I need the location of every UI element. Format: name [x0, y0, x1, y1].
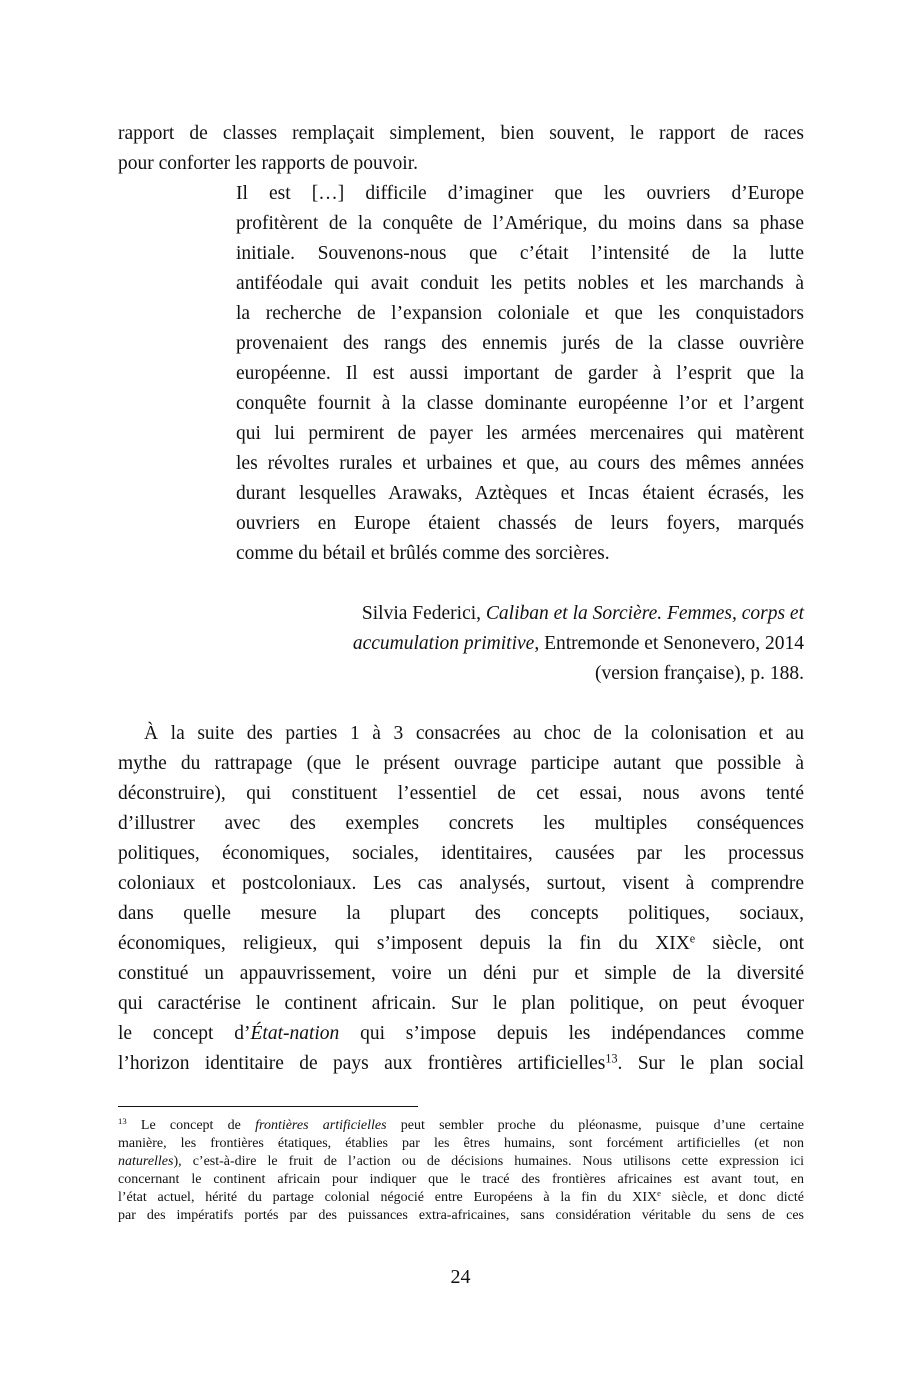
footnote-line	[118, 1153, 804, 1171]
footnote-separator	[118, 1106, 418, 1107]
text-line: politiques, économiques, sociales, identitaires, causées par les processus	[118, 843, 804, 864]
quote-line: ouvriers en Europe étaient chassés de leurs foyers, marqués	[236, 513, 804, 534]
text-line: déconstruire), qui constituent l’essentiel de cet essai, nous avons tenté	[118, 783, 804, 804]
quote-line: Il est […] difficile d’imaginer que les ouvriers d’Europe	[236, 183, 804, 204]
quote-line: initiale. Souvenons-nous que c’était l’intensité de la lutte	[236, 243, 804, 264]
text-line: d’illustrer avec des exemples concrets les multiples conséquences	[118, 813, 804, 834]
page-number: 24	[450, 1266, 471, 1288]
text-segment: . Sur le plan social	[617, 1053, 805, 1074]
footnote	[118, 1117, 804, 1225]
footnote-line: manière, les frontières étatiques, établies par les êtres humains, sont forcément artificielles (et non	[118, 1136, 804, 1151]
body-paragraph	[118, 719, 804, 1079]
footnote-line: par des impératifs portés par des puissances extra-africaines, sans considération véritable du sens de ces	[118, 1208, 804, 1223]
text-line: À la suite des parties 1 à 3 consacrées au choc de la colonisation et au	[144, 723, 804, 744]
text-line: pour conforter les rapports de pouvoir.	[118, 153, 419, 174]
citation-author: Silvia Federici,	[361, 603, 486, 624]
text-segment: siècle, et donc dicté	[661, 1190, 804, 1205]
footnote-line	[118, 1117, 804, 1135]
citation-line	[236, 629, 804, 659]
quote-line: qui lui permirent de payer les armées mercenaires qui matèrent	[236, 423, 804, 444]
text-line: qui caractérise le continent africain. Sur le plan politique, on peut évoquer	[118, 993, 804, 1014]
text-segment: le concept d’	[118, 1023, 251, 1044]
text-line	[118, 929, 804, 959]
citation-line	[236, 599, 804, 629]
citation-title: accumulation primitive	[352, 633, 535, 654]
footnote-number: 13	[118, 1116, 127, 1127]
intro-paragraph	[118, 119, 804, 179]
footnote-line: concernant le continent africain pour indiquer que le tracé des frontières africaines est avant tout, en	[118, 1172, 804, 1187]
text-segment: siècle, ont	[695, 933, 804, 954]
emphasis: État-nation	[250, 1023, 340, 1044]
quote-line: européenne. Il est aussi important de garder à l’esprit que la	[236, 363, 804, 384]
quote-line: comme du bétail et brûlés comme des sorcières.	[236, 543, 610, 564]
quote-line: la recherche de l’expansion coloniale et que les conquistadors	[236, 303, 804, 324]
text-line: coloniaux et postcoloniaux. Les cas analysés, surtout, visent à comprendre	[118, 873, 804, 894]
quote-line: les révoltes rurales et urbaines et que, au cours des mêmes années	[236, 453, 804, 474]
block-quote	[236, 179, 804, 569]
text-segment: ), c’est-à-dire le fruit de l’action ou de décisions humaines. Nous utilisons cette expression ici	[173, 1154, 804, 1169]
emphasis: naturelles	[118, 1154, 174, 1169]
quote-line: conquête fournit à la classe dominante européenne l’or et l’argent	[236, 393, 804, 414]
quote-line: antiféodale qui avait conduit les petits nobles et les marchands à	[236, 273, 804, 294]
emphasis: frontières artificielles	[255, 1118, 387, 1133]
footnote-reference[interactable]: 13	[605, 1051, 618, 1066]
quote-line: provenaient des rangs des ennemis jurés de la classe ouvrière	[236, 333, 804, 354]
text-segment: économiques, religieux, qui s’imposent depuis la fin du XIX	[118, 933, 690, 954]
citation-title: Caliban et la Sorcière. Femmes, corps et	[485, 603, 804, 624]
quote-line: durant lesquelles Arawaks, Aztèques et Incas étaient écrasés, les	[236, 483, 804, 504]
text-line	[118, 1049, 804, 1079]
text-segment: peut sembler proche du pléonasme, puisque d’une certaine	[386, 1118, 805, 1133]
footnote-line	[118, 1189, 804, 1207]
citation-line: (version française), p. 188.	[594, 663, 804, 684]
text-line	[118, 1019, 804, 1049]
citation-publisher: , Entremonde et Senonevero, 2014	[534, 633, 804, 654]
text-segment: l’horizon identitaire de pays aux frontières artificielles	[118, 1053, 606, 1074]
quote-citation	[236, 599, 804, 689]
text-segment: Le concept de	[126, 1118, 256, 1133]
text-line: mythe du rattrapage (que le présent ouvrage participe autant que possible à	[118, 753, 804, 774]
quote-line: profitèrent de la conquête de l’Amérique, du moins dans sa phase	[236, 213, 804, 234]
text-line: rapport de classes remplaçait simplement, bien souvent, le rapport de races	[118, 123, 804, 144]
superscript: e	[689, 931, 696, 946]
text-line: dans quelle mesure la plupart des concepts politiques, sociaux,	[118, 903, 804, 924]
text-segment: qui s’impose depuis les indépendances comme	[339, 1023, 804, 1044]
superscript: e	[657, 1188, 662, 1199]
text-segment: l’état actuel, hérité du partage colonial négocié entre Européens à la fin du XIX	[118, 1190, 658, 1205]
text-line: constitué un appauvrissement, voire un déni pur et simple de la diversité	[118, 963, 804, 984]
